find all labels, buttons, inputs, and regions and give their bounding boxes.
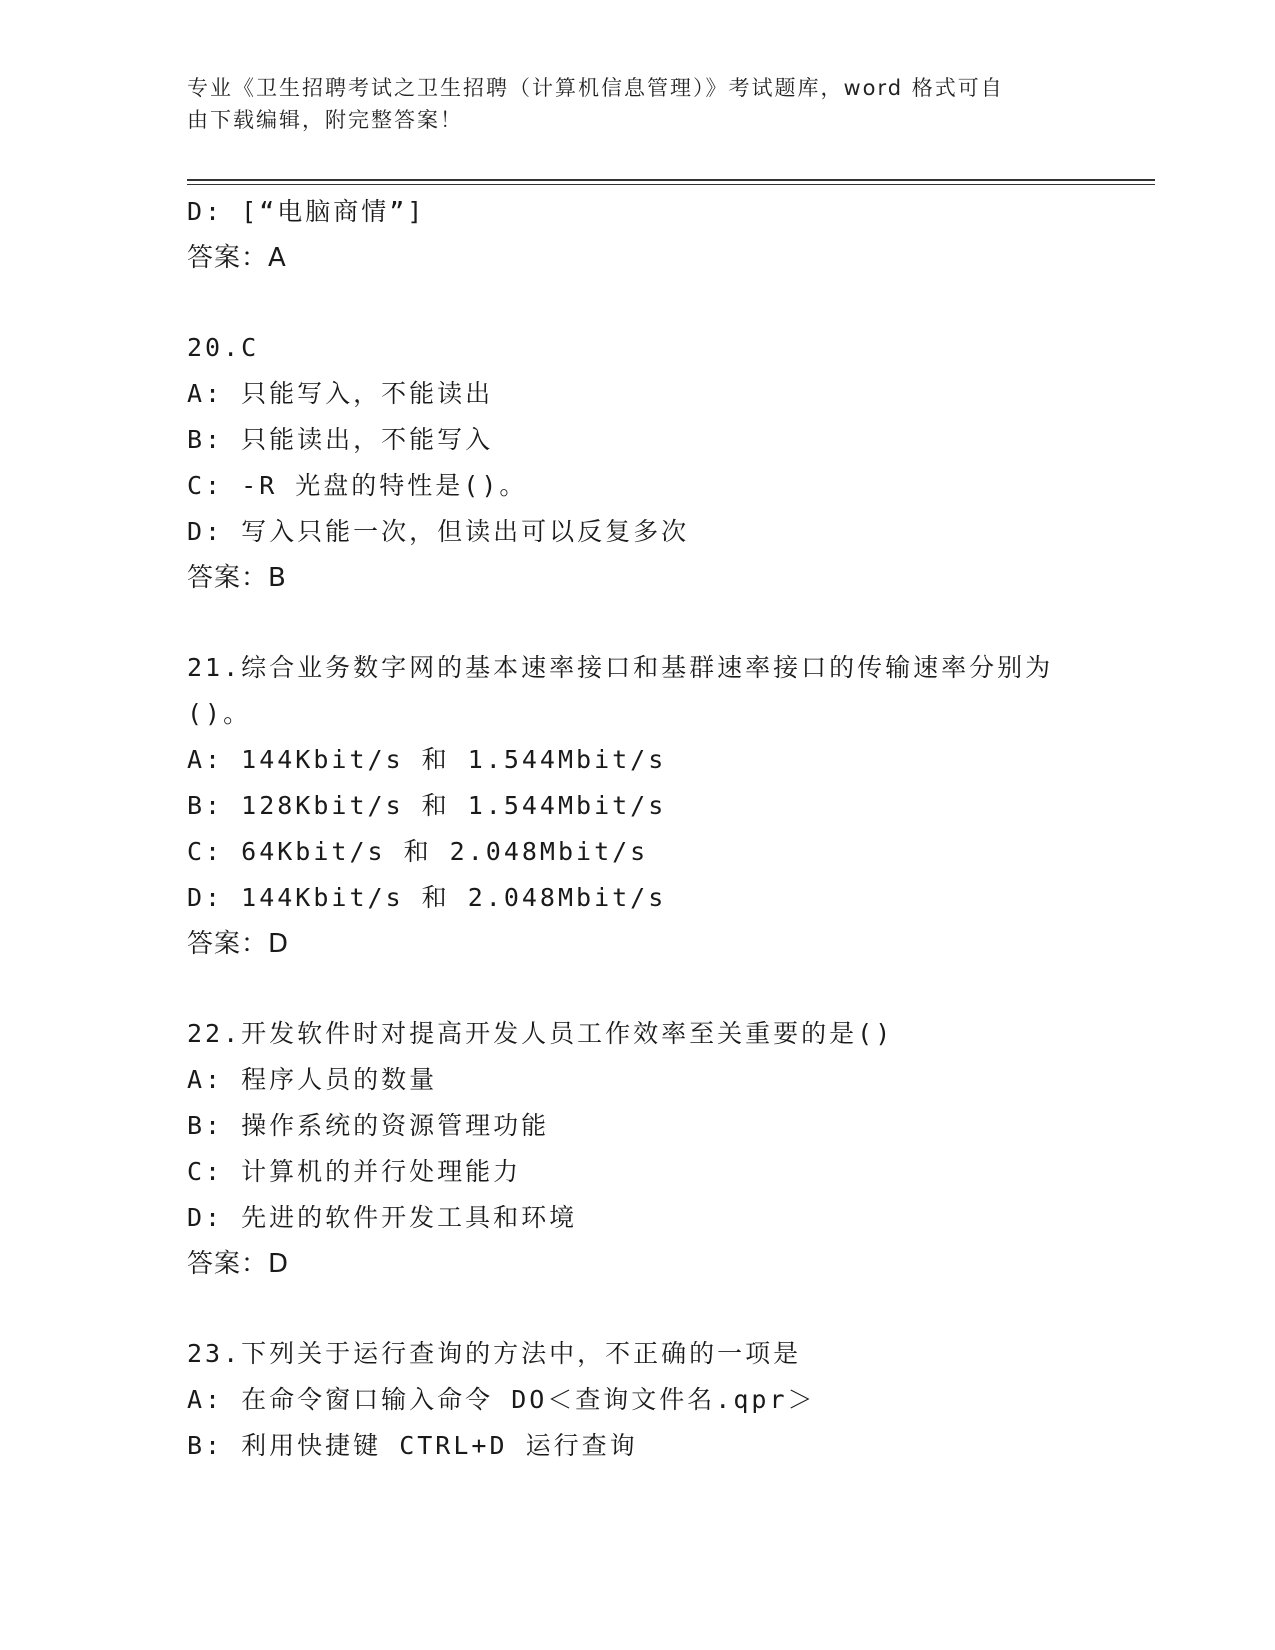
header-line-1: 专业《卫生招聘考试之卫生招聘（计算机信息管理）》考试题库，word 格式可自 bbox=[187, 76, 1004, 100]
question-title-line-2: ()。 bbox=[187, 699, 252, 728]
option-a: A: 在命令窗口输入命令 DO＜查询文件名.qpr＞ bbox=[187, 1385, 816, 1414]
question-title-line-1: 21.综合业务数字网的基本速率接口和基群速率接口的传输速率分别为 bbox=[187, 653, 1054, 682]
question-21 bbox=[187, 645, 1087, 967]
option-c: C: 计算机的并行处理能力 bbox=[187, 1157, 522, 1186]
answer: 答案：B bbox=[187, 563, 287, 593]
option-b: B: 128Kbit/s 和 1.544Mbit/s bbox=[187, 791, 667, 820]
option-b: B: 利用快捷键 CTRL+D 运行查询 bbox=[187, 1431, 638, 1460]
question-22 bbox=[187, 1011, 1087, 1287]
option-b: B: 只能读出，不能写入 bbox=[187, 425, 494, 454]
document-header bbox=[187, 72, 1067, 136]
option-a: A: 只能写入，不能读出 bbox=[187, 379, 494, 408]
question-title: 22.开发软件时对提高开发人员工作效率至关重要的是() bbox=[187, 1019, 894, 1048]
option-c: C: -R 光盘的特性是()。 bbox=[187, 471, 528, 500]
option-a: A: 144Kbit/s 和 1.544Mbit/s bbox=[187, 745, 667, 774]
header-divider-thick bbox=[187, 179, 1155, 181]
answer: 答案：D bbox=[187, 1249, 290, 1279]
option-a: A: 程序人员的数量 bbox=[187, 1065, 438, 1094]
prev-option-d: D: [“电脑商情”] bbox=[187, 197, 426, 226]
option-c: C: 64Kbit/s 和 2.048Mbit/s bbox=[187, 837, 649, 866]
question-23 bbox=[187, 1331, 1087, 1469]
question-list bbox=[187, 189, 1087, 1469]
question-title: 20.C bbox=[187, 333, 260, 362]
answer: 答案：D bbox=[187, 929, 290, 959]
option-d: D: 写入只能一次，但读出可以反复多次 bbox=[187, 517, 690, 546]
header-line-2: 由下载编辑，附完整答案！ bbox=[187, 108, 463, 132]
option-d: D: 144Kbit/s 和 2.048Mbit/s bbox=[187, 883, 667, 912]
prev-answer: 答案：A bbox=[187, 243, 287, 273]
question-20 bbox=[187, 325, 1087, 601]
option-d: D: 先进的软件开发工具和环境 bbox=[187, 1203, 578, 1232]
question-title: 23.下列关于运行查询的方法中，不正确的一项是 bbox=[187, 1339, 802, 1368]
header-divider-thin bbox=[187, 184, 1155, 185]
option-b: B: 操作系统的资源管理功能 bbox=[187, 1111, 550, 1140]
